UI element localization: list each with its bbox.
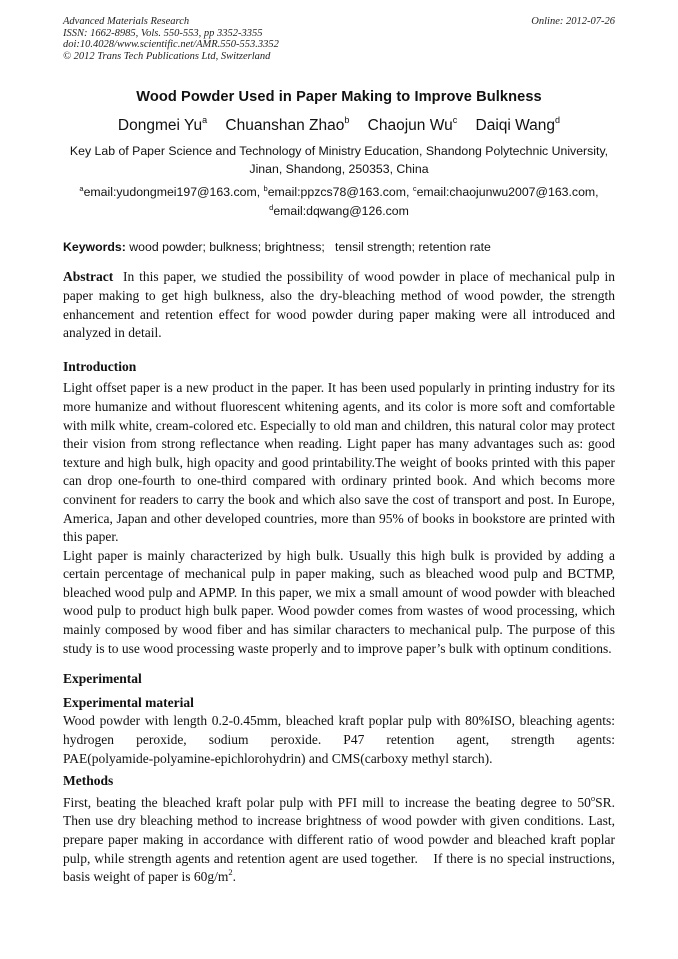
subsection-heading-material: Experimental material — [63, 694, 194, 710]
subsection-heading-methods: Methods — [63, 773, 114, 789]
keywords-text: wood powder; bulkness; brightness; tensil strength; retention rate — [129, 240, 491, 255]
keywords — [63, 239, 615, 255]
author: Chaojun Wu$^c$ — [367, 115, 458, 135]
introduction-paragraph-2: Light paper is mainly characterized by high bulk. Usually this high bulk is provided by adding a certain percentage of mechanical pulp in paper making, such as bleached wood pulp and BCTMP, bleached wood pulp and APMP. In this paper, we mix a small amount of wood powder with bleached wood pulp to product high bulk paper. Wood powder comes from wastes of wood processing, which mainly composed by wood fiber and has similar characters to mechanical pulp. The purpose of this study is to use wood processing waste properly and to improve paper’s bulk with optinum conditions. — [63, 547, 615, 656]
keywords-label: Keywords: — [63, 240, 126, 255]
author-emails — [63, 183, 615, 221]
issn-line: ISSN: 1662-8985, Vols. 550-553, pp 3352-3355 — [63, 27, 263, 39]
email-b: $^b$email:ppzcs78@163.com, — [263, 184, 410, 200]
abstract — [63, 268, 615, 342]
paper-title: Wood Powder Used in Paper Making to Improve Bulkness — [136, 89, 542, 106]
author: Dongmei Yu$^a$ — [117, 115, 208, 135]
doi-line: doi:10.4028/www.scientific.net/AMR.550-553.3352 — [63, 39, 279, 51]
email-c: $^c$email:chaojunwu2007@163.com, — [412, 184, 599, 200]
journal-header — [63, 16, 615, 62]
methods-paragraph: First, beating the bleached kraft polar pulp with PFI mill to increase the beating degree to 50$^o$SR. Then use dry bleaching method to increase brightness of wood powder with given conditions. Last, prepare paper making in accordance with different ratio of wood powder and bleached kraft poplar pulp, while strength agents and retention agent are used together. If there is no special instructions, basis weight of paper is $60g/m^2$. — [63, 792, 619, 885]
introduction-paragraph-1: Light offset paper is a new product in the paper. It has been used popularly in printing industry for its more humanize and without fluorescent whitening agents, and its color is more soft and comfortable with milk white, cream-colored etc. Especially to old man and children, this natural color may protect their vision from strong reflectance when reading. Light paper has many advantages such as: good texture and high bulk, high opacity and good printability.The weight of books printed with this paper can drop one-fourth to one-third compared with ordinary printed book. And which becoms more convinent for readers to carry the book and which also save the cost of transport and post. In Europe, America, Japan and other developed countries, more than 95% of books in bookstore are printed with this paper. — [63, 380, 615, 545]
author-list — [63, 117, 615, 135]
abstract-text: In this paper, we studied the possibility of wood powder in place of mechanical pulp in paper making to get high bulkness, also the dry-bleaching method of wood powder, the strength enhancement and retention effect for wood powder during paper making were all introduced and analyzed in detail. — [63, 269, 616, 341]
abstract-label: Abstract — [63, 269, 114, 285]
email-a: $^a$email:yudongmei197@163.com, — [79, 184, 261, 200]
author: Chuanshan Zhao$^b$ — [225, 115, 350, 135]
author: Daiqi Wang$^d$ — [475, 115, 561, 135]
journal-name: Advanced Materials Research — [63, 16, 190, 27]
section-heading-experimental: Experimental — [63, 671, 142, 687]
copyright-line: © 2012 Trans Tech Publications Ltd, Switzerland — [63, 50, 271, 62]
section-heading-introduction: Introduction — [63, 358, 137, 374]
affiliation: Key Lab of Paper Science and Technology of Ministry Education, Shandong Polytechnic University, Jinan, Shandong, 250353, China — [69, 144, 609, 177]
online-date: Online: 2012-07-26 — [531, 16, 615, 27]
email-d: $^d$email:dqwang@126.com — [269, 203, 409, 219]
material-paragraph: Wood powder with length 0.2-0.45mm, bleached kraft poplar pulp with 80%ISO, bleaching agents: hydrogen peroxide, sodium peroxide. P47 retention agent, strength agents: PAE(polyamide-polyamine-epichlorohydrin) and CMS(carboxy methyl starch). — [63, 713, 615, 766]
